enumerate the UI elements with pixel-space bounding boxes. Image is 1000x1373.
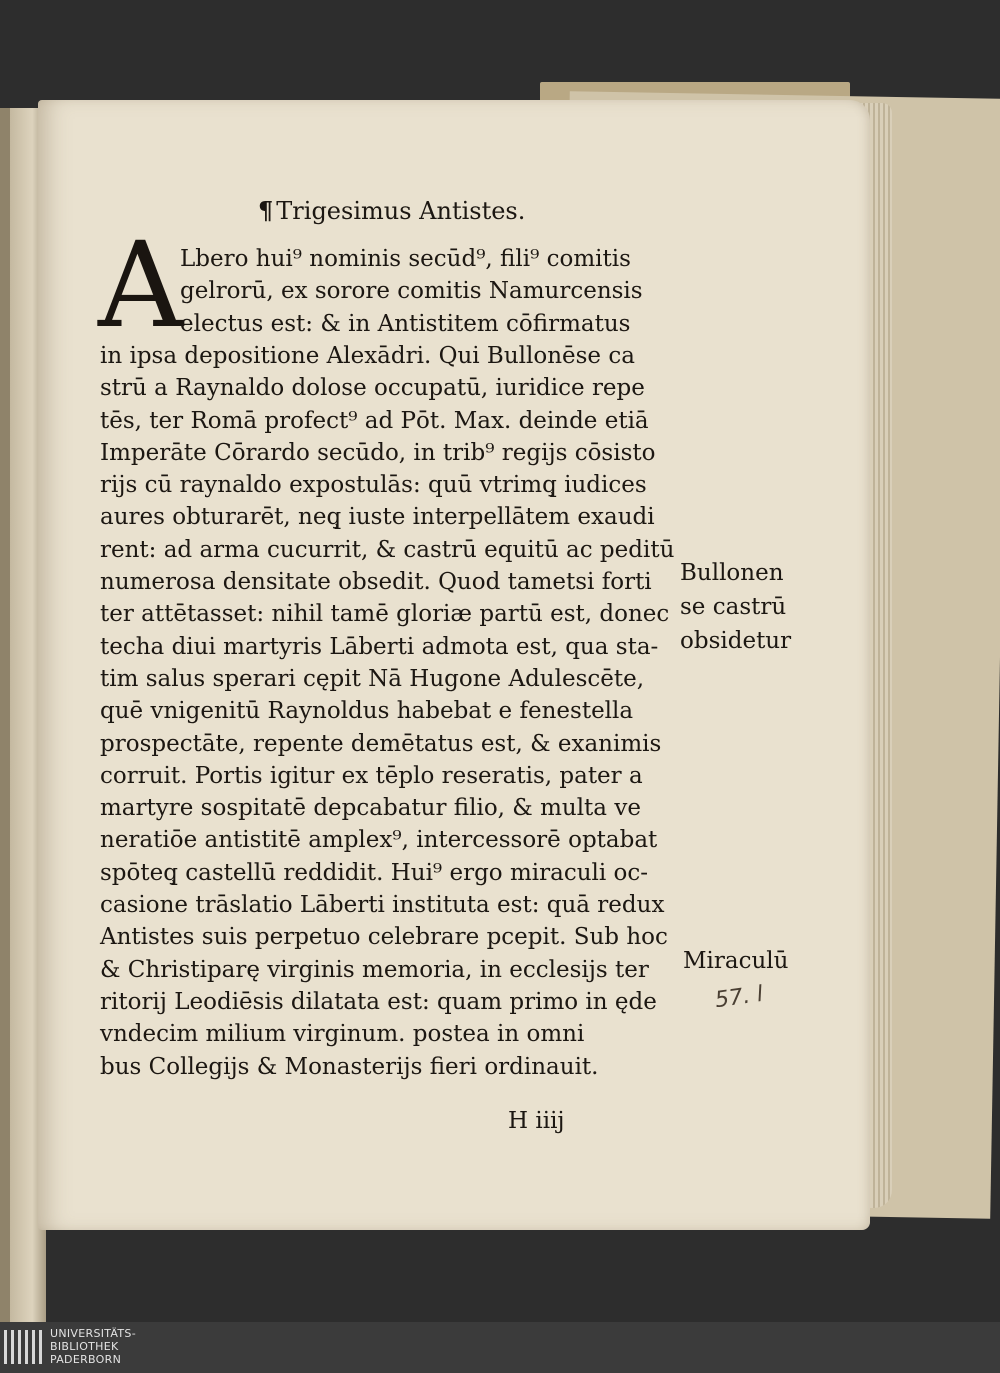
footer-bar [0,1322,1000,1373]
text-line: techa diui martyris Lāberti admota est, qua sta- [100,633,659,660]
text-line: prospectāte, repente demētatus est, & exanimis [100,730,662,757]
text-line: electus est: & in Antistitem cōfirmatus [180,310,631,337]
text-line: spōteq̧ castellū reddidit. Hui⁹ ergo miraculi oc- [100,859,649,886]
text-line: numerosa densitate obsedit. Quod tametsi forti [100,569,652,595]
text-line: tim salus sperari cępit Nā Hugone Adulescēte, [100,665,645,692]
text-line: bus Collegijs & Monasterijs fieri ordinauit. [100,1053,599,1080]
left-binding-shadow [0,108,10,1322]
text-line: tēs, ter Romā profect⁹ ad Pōt. Max. deinde etiā [100,407,649,434]
signature-mark: H iiij [508,1108,565,1134]
margin-note-miraculum: Miraculū [683,948,789,974]
text-line: Imperāte Cōrardo secūdo, in trib⁹ regijs cōsisto [100,439,656,466]
library-logo-icon [4,1330,42,1364]
text-line: gelrorū, ex sorore comitis Namurcensis [180,278,643,305]
text-line: aures obturarēt, neq̧ iuste interpellātem exaudi [100,504,655,531]
text-line: martyre sospitatē depcabatur filio, & multa ve [100,795,641,822]
pilcrow-icon: ¶ [258,196,274,225]
drop-cap: A [98,216,184,354]
text-line: neratiōe antistitē amplex⁹, intercessorē optabat [100,827,658,854]
text-line: Antistes suis perpetuo celebrare pcepit. Sub hoc [100,924,668,951]
text-line: strū a Raynaldo dolose occupatū, iuridice repe [100,375,645,402]
text-line: vndecim milium virginum. postea in omni [100,1021,585,1048]
text-line: & Christiparę virginis memoria, in ecclesijs ter [100,956,649,983]
text-line: ter attētasset: nihil tamē gloriæ partū est, donec [100,601,670,628]
text-line: rijs cū raynaldo expostulās: quū vtrimq̧ iudices [100,472,647,499]
text-line: Lbero hui⁹ nominis secūd⁹, fili⁹ comitis [180,246,631,272]
text-line: rent: ad arma cucurrit, & castrū equitū ac peditū [100,536,675,563]
handwritten-note: 57. l [713,981,765,1014]
margin-note-bullonen-1: Bullonen [680,560,784,586]
logo-line-3: PADERBORN [50,1353,122,1366]
text-line: in ipsa depositione Alexādri. Qui Bullonēse ca [100,342,635,369]
logo-line-2: BIBLIOTHEK [50,1340,119,1353]
text-line: ritorij Leodiēsis dilatata est: quam primo in ęde [100,988,657,1015]
text-line: casione trāslatio Lāberti instituta est: quā redux [100,892,665,918]
margin-note-bullonen-2: se castrū [680,594,787,620]
text-line: quē vnigenitū Raynoldus habebat e fenestella [100,698,634,725]
margin-note-bullonen-3: obsidetur [680,628,792,654]
text-line: corruit. Portis igitur ex tēplo reseratis, pater a [100,762,643,789]
library-logo-text [50,1327,136,1366]
chapter-heading-text: Trigesimus Antistes. [276,197,526,225]
chapter-heading [258,196,525,225]
logo-line-1: UNIVERSITÄTS- [50,1327,136,1340]
